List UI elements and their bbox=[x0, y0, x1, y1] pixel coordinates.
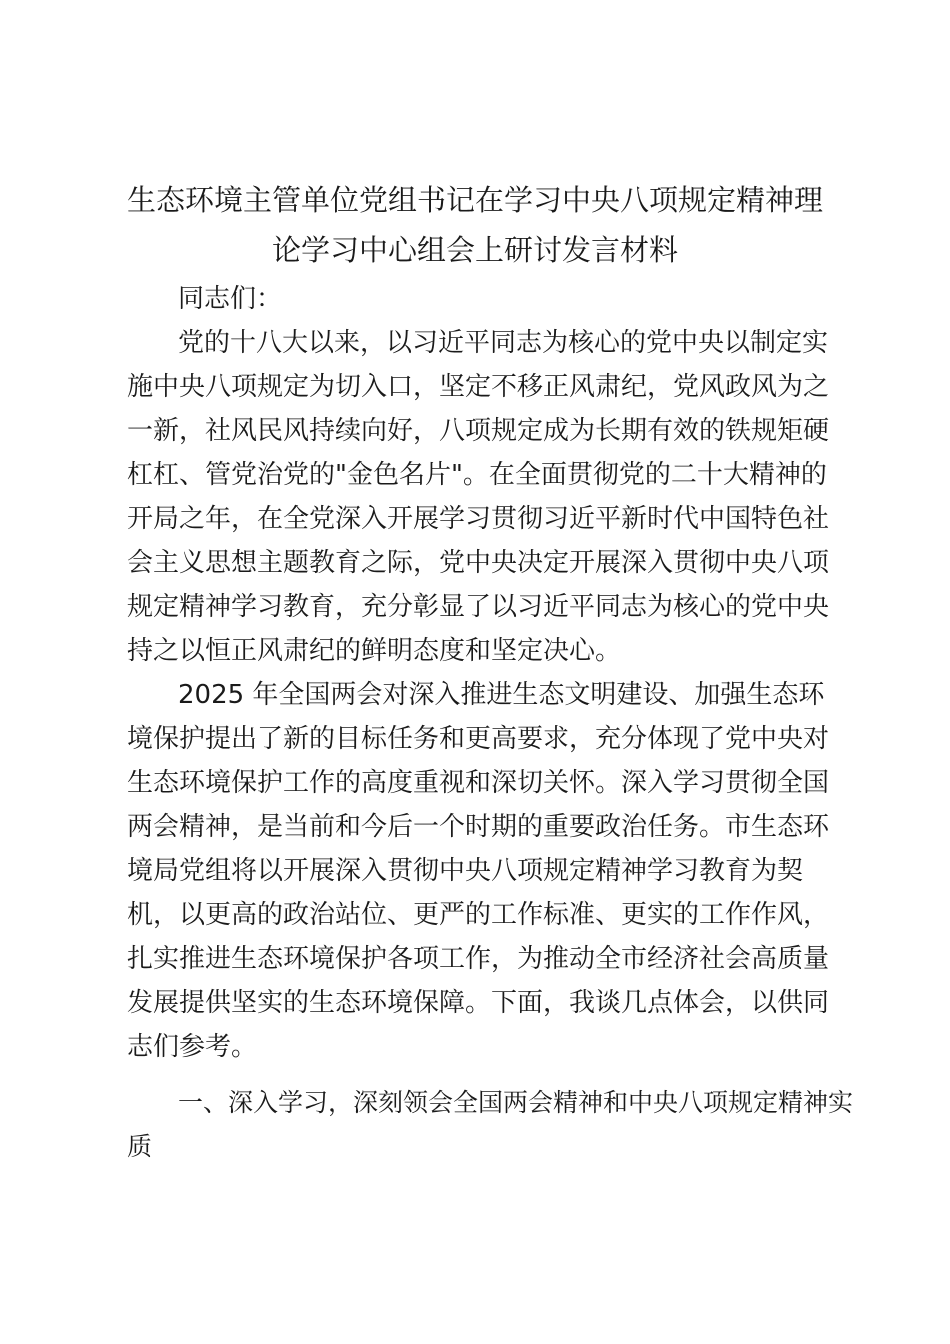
paragraph-2-line-9: 志们参考。 bbox=[127, 1032, 258, 1062]
paragraph-2-line-6: 机，以更高的政治站位、更严的工作标准、更实的工作作风， bbox=[127, 900, 830, 930]
paragraph-1-line-7: 规定精神学习教育，充分彰显了以习近平同志为核心的党中央 bbox=[127, 592, 830, 622]
salutation: 同志们： bbox=[178, 284, 283, 314]
paragraph-1-line-5: 开局之年，在全党深入开展学习贯彻习近平新时代中国特色社 bbox=[127, 504, 830, 534]
section-1-heading-line-1: 一、深入学习，深刻领会全国两会精神和中央八项规定精神实 bbox=[178, 1088, 854, 1117]
paragraph-1-line-6: 会主义思想主题教育之际，党中央决定开展深入贯彻中央八项 bbox=[127, 548, 830, 578]
paragraph-2-line-2: 境保护提出了新的目标任务和更高要求，充分体现了党中央对 bbox=[127, 724, 830, 754]
section-1-heading-line-2: 质 bbox=[127, 1132, 153, 1161]
paragraph-1-line-3: 一新，社风民风持续向好，八项规定成为长期有效的铁规矩硬 bbox=[127, 416, 830, 446]
paragraph-1-line-2: 施中央八项规定为切入口，坚定不移正风肃纪，党风政风为之 bbox=[127, 372, 830, 402]
paragraph-2-line-1: 2025 年全国两会对深入推进生态文明建设、加强生态环 bbox=[178, 680, 825, 710]
paragraph-2-line-4: 两会精神，是当前和今后一个时期的重要政治任务。市生态环 bbox=[127, 812, 830, 842]
paragraph-2-line-8: 发展提供坚实的生态环境保障。下面，我谈几点体会，以供同 bbox=[127, 988, 830, 1018]
document-title-line-1: 生态环境主管单位党组书记在学习中央八项规定精神理 bbox=[126, 183, 823, 217]
paragraph-2-line-3: 生态环境保护工作的高度重视和深切关怀。深入学习贯彻全国 bbox=[127, 768, 830, 798]
paragraph-2-line-5: 境局党组将以开展深入贯彻中央八项规定精神学习教育为契 bbox=[127, 856, 804, 886]
paragraph-1-line-8: 持之以恒正风肃纪的鲜明态度和坚定决心。 bbox=[127, 636, 622, 666]
paragraph-1-line-1: 党的十八大以来，以习近平同志为核心的党中央以制定实 bbox=[178, 328, 829, 358]
document-title-line-2: 论学习中心组会上研讨发言材料 bbox=[271, 233, 678, 267]
paragraph-2-line-7: 扎实推进生态环境保护各项工作，为推动全市经济社会高质量 bbox=[127, 944, 830, 974]
paragraph-1-line-4: 杠杠、管党治党的"金色名片"。在全面贯彻党的二十大精神的 bbox=[127, 460, 827, 490]
